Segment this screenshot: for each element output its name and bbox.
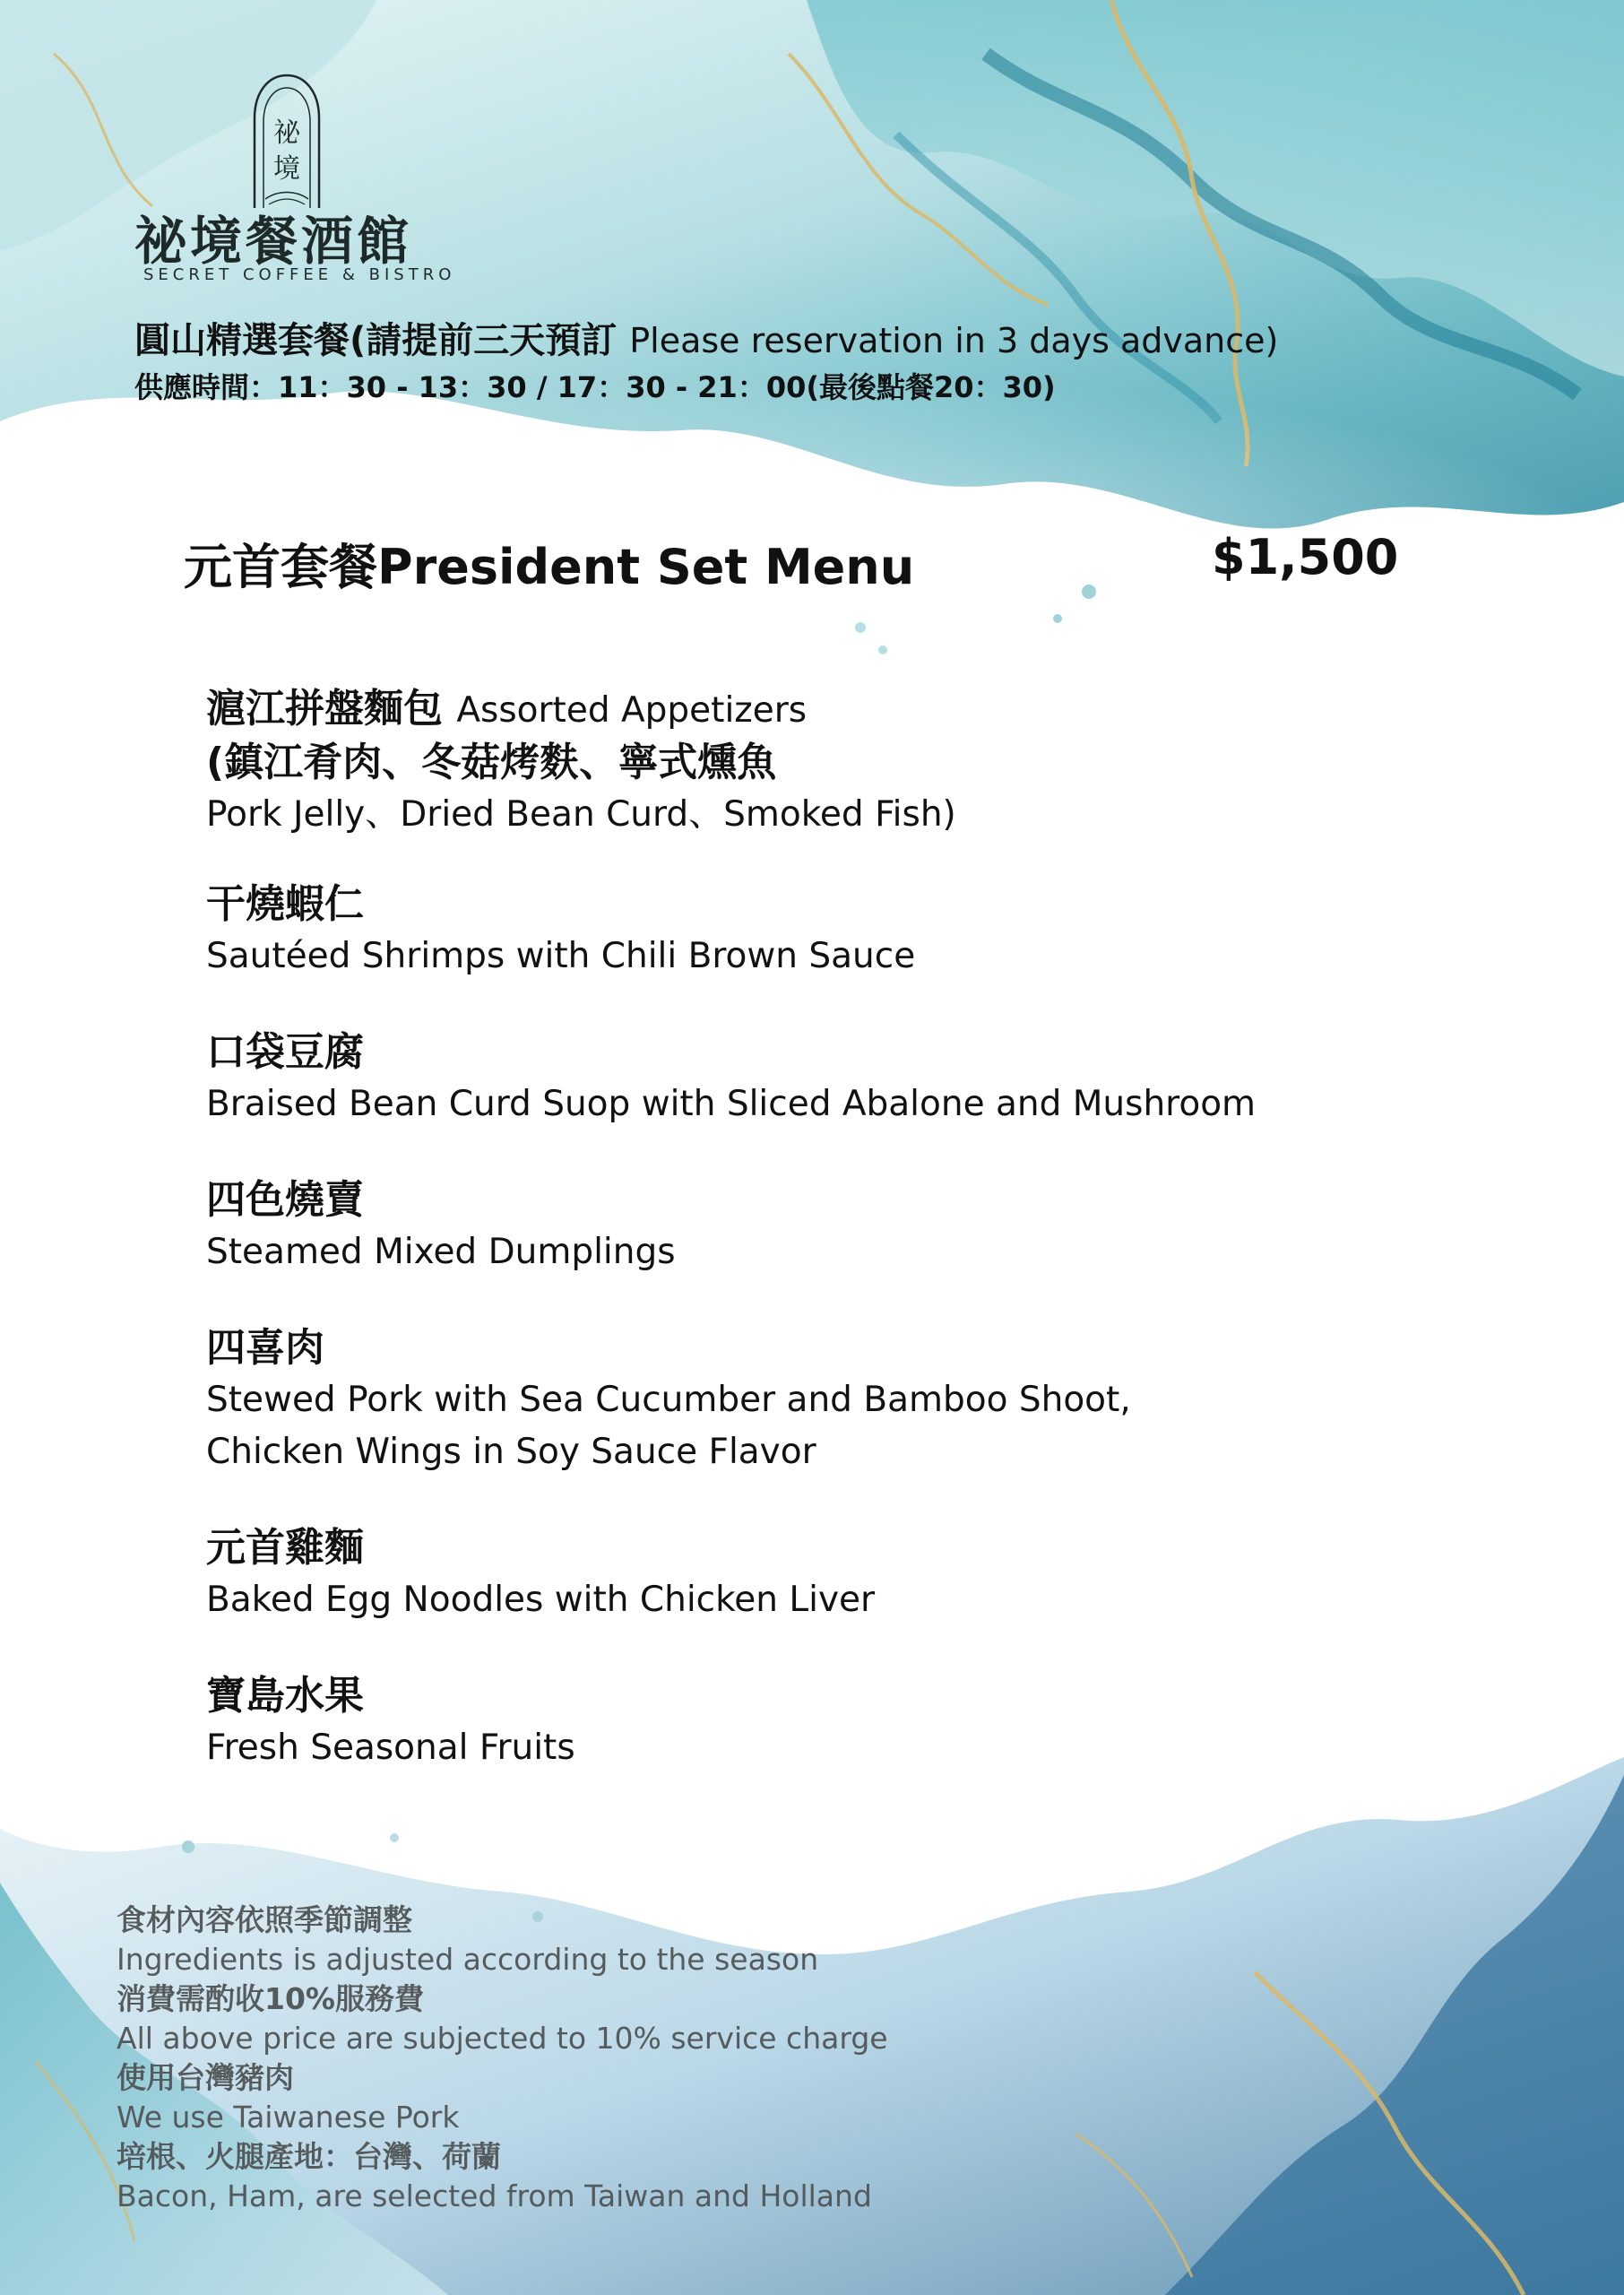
dish-name-en: Braised Bean Curd Suop with Sliced Abalone and Mushroom (206, 1084, 1257, 1124)
dish-name-zh: 干燒蝦仁 (206, 881, 364, 927)
dish-name-zh: 寶島水果 (206, 1673, 364, 1719)
note-en: Bacon, Ham, are selected from Taiwan and Holland (117, 2178, 872, 2213)
brand-name-en: SECRET COFFEE & BISTRO (143, 265, 456, 284)
dish-name-en: Stewed Pork with Sea Cucumber and Bamboo Shoot, (206, 1380, 1131, 1420)
dish-name-zh: 元首雞麵 (206, 1525, 364, 1571)
dish-name-en-line2: Chicken Wings in Soy Sauce Flavor (206, 1432, 816, 1472)
note-zh: 使用台灣豬肉 (117, 2060, 294, 2095)
set-menu-name: 元首套餐President Set Menu (184, 539, 915, 595)
set-menu-price: $1,500 (1212, 529, 1399, 585)
note-zh: 食材內容依照季節調整 (117, 1902, 412, 1937)
svg-text:境: 境 (273, 153, 300, 185)
note-en: Ingredients is adjusted according to the season (117, 1942, 819, 1977)
menu-headline (134, 312, 1278, 363)
dish-name-en: Baked Egg Noodles with Chicken Liver (206, 1580, 876, 1620)
dish-name-en-inline: Assorted Appetizers (456, 690, 808, 731)
service-hours: 供應時間：11：30 - 13：30 / 17：30 - 21：00(最後點餐20：30) (134, 370, 1056, 404)
dish-name-zh: 滬江拼盤麵包 Assorted Appetizers (206, 686, 808, 732)
brand-name-zh: 祕境餐酒館 (134, 211, 413, 272)
hotel-logo (242, 65, 332, 217)
note-zh: 消費需酌收10%服務費 (117, 1981, 424, 2016)
dish-5 (206, 1322, 1131, 1478)
svg-text:祕: 祕 (273, 117, 300, 149)
headline-en: Please reservation in 3 days advance) (629, 321, 1279, 360)
dish-6 (206, 1522, 875, 1626)
dish-name-en: Steamed Mixed Dumplings (206, 1232, 676, 1272)
dish-detail-zh: (鎮江肴肉、冬菇烤麩、寧式燻魚 (206, 740, 777, 785)
note-en: We use Taiwanese Pork (117, 2100, 460, 2135)
dish-name-en: Fresh Seasonal Fruits (206, 1728, 575, 1768)
dish-name-zh: 四喜肉 (206, 1325, 324, 1371)
headline-zh: 圓山精選套餐(請提前三天預訂 (134, 320, 618, 361)
dish-name-zh: 口袋豆腐 (206, 1029, 364, 1075)
dish-2 (206, 879, 915, 983)
dish-7 (206, 1670, 575, 1774)
note-zh: 培根、火腿產地：台灣、荷蘭 (117, 2139, 501, 2174)
note-en: All above price are subjected to 10% service charge (117, 2021, 888, 2056)
dish-detail-en: Pork Jelly、Dried Bean Curd、Smoked Fish) (206, 794, 956, 835)
menu-notes (117, 1901, 888, 2216)
dish-3 (206, 1026, 1256, 1130)
dish-4 (206, 1174, 676, 1278)
dish-name-zh: 四色燒賣 (206, 1177, 364, 1223)
dish-1 (206, 683, 956, 841)
dish-name-en: Sautéed Shrimps with Chili Brown Sauce (206, 936, 916, 976)
